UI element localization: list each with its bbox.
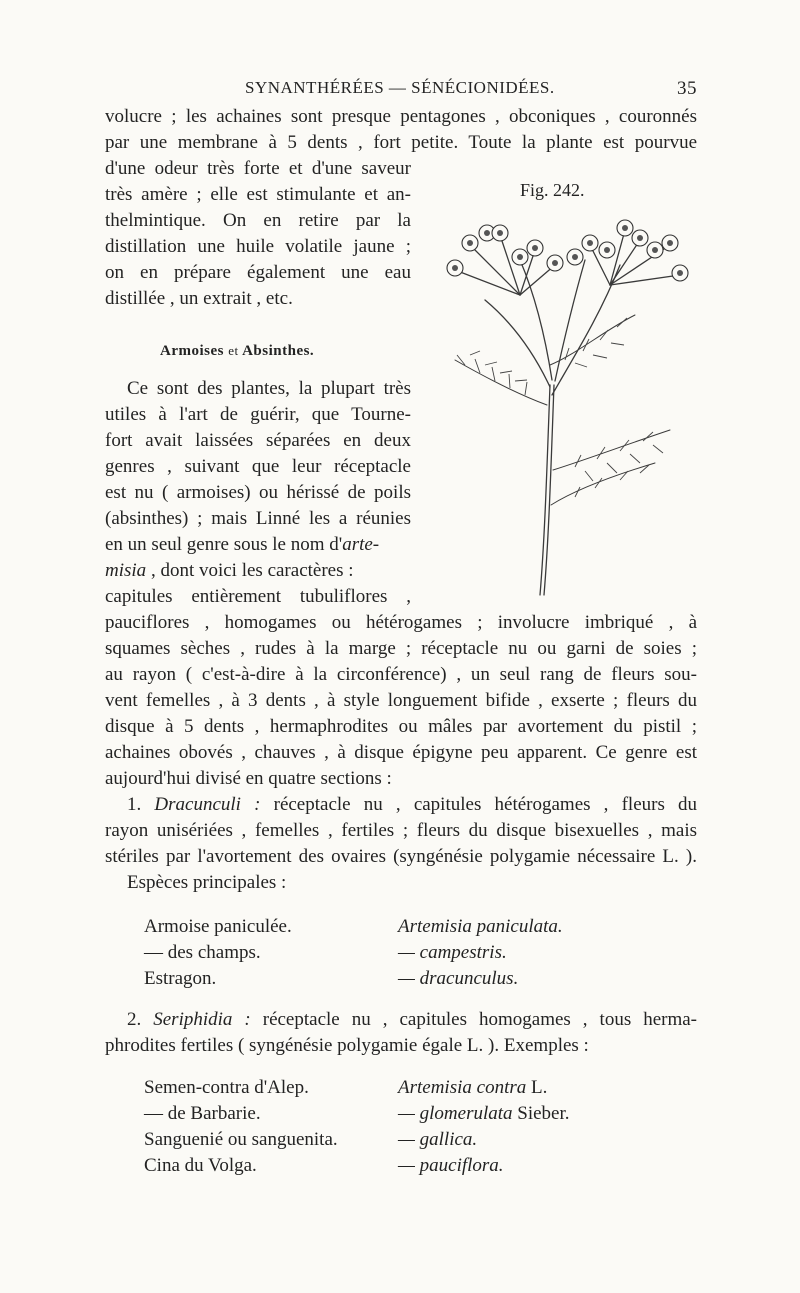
latin-name: — gallica. — [398, 1129, 478, 1150]
text-line — [105, 792, 697, 818]
section-2-species-list — [144, 1075, 704, 1179]
text-line: utiles à l'art de guérir, que Tourne- — [105, 404, 411, 425]
latin-name: Artemisia contra — [398, 1077, 527, 1098]
text-line: phrodites fertiles ( syngénésie polygamie égale L. ). Exemples : — [105, 1035, 589, 1056]
text-line: distillation une huile volatile jaune ; — [105, 236, 411, 257]
heading-word: Absinthes. — [242, 343, 315, 359]
text-line: au rayon ( c'est-à-dire à la circonférence) , un seul rang de fleurs sou- — [105, 664, 697, 685]
section-number: 1. — [127, 794, 142, 815]
text-line: achaines obovés , chauves , à disque épigyne peu apparent. Ce genre est — [105, 742, 697, 763]
species-french: — de Barbarie. — [144, 1103, 261, 1124]
text-run: réceptacle nu , capitules hétérogames , fleurs du — [260, 794, 698, 815]
species-french: Cina du Volga. — [144, 1155, 257, 1176]
authority: Sieber. — [512, 1103, 570, 1124]
species-latin — [398, 1101, 570, 1127]
latin-name: — glomerulata — [398, 1103, 513, 1124]
text-line: genres , suivant que leur réceptacle — [105, 456, 411, 477]
text-line: est nu ( armoises) ou hérissé de poils — [105, 482, 411, 503]
species-french: Estragon. — [144, 968, 217, 989]
characters-paragraph — [105, 610, 697, 792]
page-number: 35 — [677, 78, 697, 99]
text-line: d'une odeur très forte et d'une saveur — [105, 158, 411, 179]
section-1-paragraph — [105, 792, 697, 896]
latin-term: misia — [105, 560, 147, 581]
text-line: disque à 5 dents , hermaphrodites ou mâles par avortement du pistil ; — [105, 716, 697, 737]
species-latin: — campestris. — [398, 942, 507, 963]
species-row — [144, 966, 704, 992]
text-line: stériles par l'avortement des ovaires (syngénésie polygamie nécessaire L. ). — [105, 846, 697, 867]
section-name: Dracunculi : — [154, 794, 261, 815]
species-french: — des champs. — [144, 942, 261, 963]
text-line: volucre ; les achaines sont presque pentagones , obconiques , couronnés — [105, 106, 697, 127]
species-latin — [398, 1153, 504, 1179]
section-heading — [160, 343, 314, 360]
authority: L. — [526, 1077, 548, 1098]
section-2-paragraph — [105, 1007, 697, 1059]
text-line: très amère ; elle est stimulante et an- — [105, 184, 411, 205]
text-line: Espèces principales : — [127, 872, 287, 893]
species-latin: Artemisia paniculata. — [398, 916, 563, 937]
text-run: en un seul genre sous le nom d' — [105, 534, 343, 555]
species-row — [144, 1075, 704, 1101]
text-line: fort avait laissées séparées en deux — [105, 430, 411, 451]
species-row — [144, 1153, 704, 1179]
text-line — [105, 558, 411, 584]
species-row — [144, 1127, 704, 1153]
text-line: pauciflores , homogames ou hétérogames ; involucre imbriqué , à — [105, 612, 697, 633]
species-row — [144, 940, 704, 966]
text-line: capitules entièrement tubuliflores , — [105, 586, 411, 607]
text-line: distillée , un extrait , etc. — [105, 288, 293, 309]
text-line: thelmintique. On en retire par la — [105, 210, 411, 231]
species-latin — [398, 1127, 477, 1153]
species-latin — [398, 1075, 547, 1101]
species-row — [144, 914, 704, 940]
latin-term: arte- — [342, 534, 380, 555]
species-french: Semen-contra d'Alep. — [144, 1077, 309, 1098]
heading-conjunction: et — [228, 343, 239, 358]
text-run: réceptacle nu , capitules homogames , tous herma- — [250, 1009, 698, 1030]
text-line: rayon unisériées , femelles , fertiles ; fleurs du disque bisexuelles , mais — [105, 820, 697, 841]
intro-paragraph — [105, 104, 697, 156]
text-line: aujourd'hui divisé en quatre sections : — [105, 768, 392, 789]
plant-illustration — [425, 205, 700, 600]
figure-caption: Fig. 242. — [520, 180, 585, 200]
species-row — [144, 1101, 704, 1127]
text-line: on en prépare également une eau — [105, 262, 411, 283]
text-line: Ce sont des plantes, la plupart très — [127, 378, 411, 399]
running-header — [105, 78, 697, 100]
latin-name: — pauciflora. — [398, 1155, 504, 1176]
species-french: Armoise paniculée. — [144, 916, 292, 937]
text-line: vent femelles , à 3 dents , à style longuement bifide , exserte ; fleurs du — [105, 690, 697, 711]
species-french: Sanguenié ou sanguenita. — [144, 1129, 338, 1150]
header-title: SYNANTHÉRÉES — SÉNÉCIONIDÉES. — [245, 78, 555, 97]
section-number: 2. — [127, 1009, 142, 1030]
heading-word: Armoises — [160, 343, 224, 359]
genus-paragraph — [105, 376, 411, 610]
text-line: (absinthes) ; mais Linné les a réunies — [105, 508, 411, 529]
species-latin: — dracunculus. — [398, 968, 519, 989]
text-line: par une membrane à 5 dents , fort petite. Toute la plante est pourvue — [105, 132, 697, 153]
text-line: squames sèches , rudes à la marge ; réceptacle nu ou garni de soies ; — [105, 638, 697, 659]
description-paragraph — [105, 156, 411, 312]
text-line — [105, 1007, 697, 1033]
section-1-species-list — [144, 914, 704, 992]
text-run: , dont voici les caractères : — [146, 560, 354, 581]
text-line — [105, 532, 411, 558]
section-name: Seriphidia : — [153, 1009, 251, 1030]
